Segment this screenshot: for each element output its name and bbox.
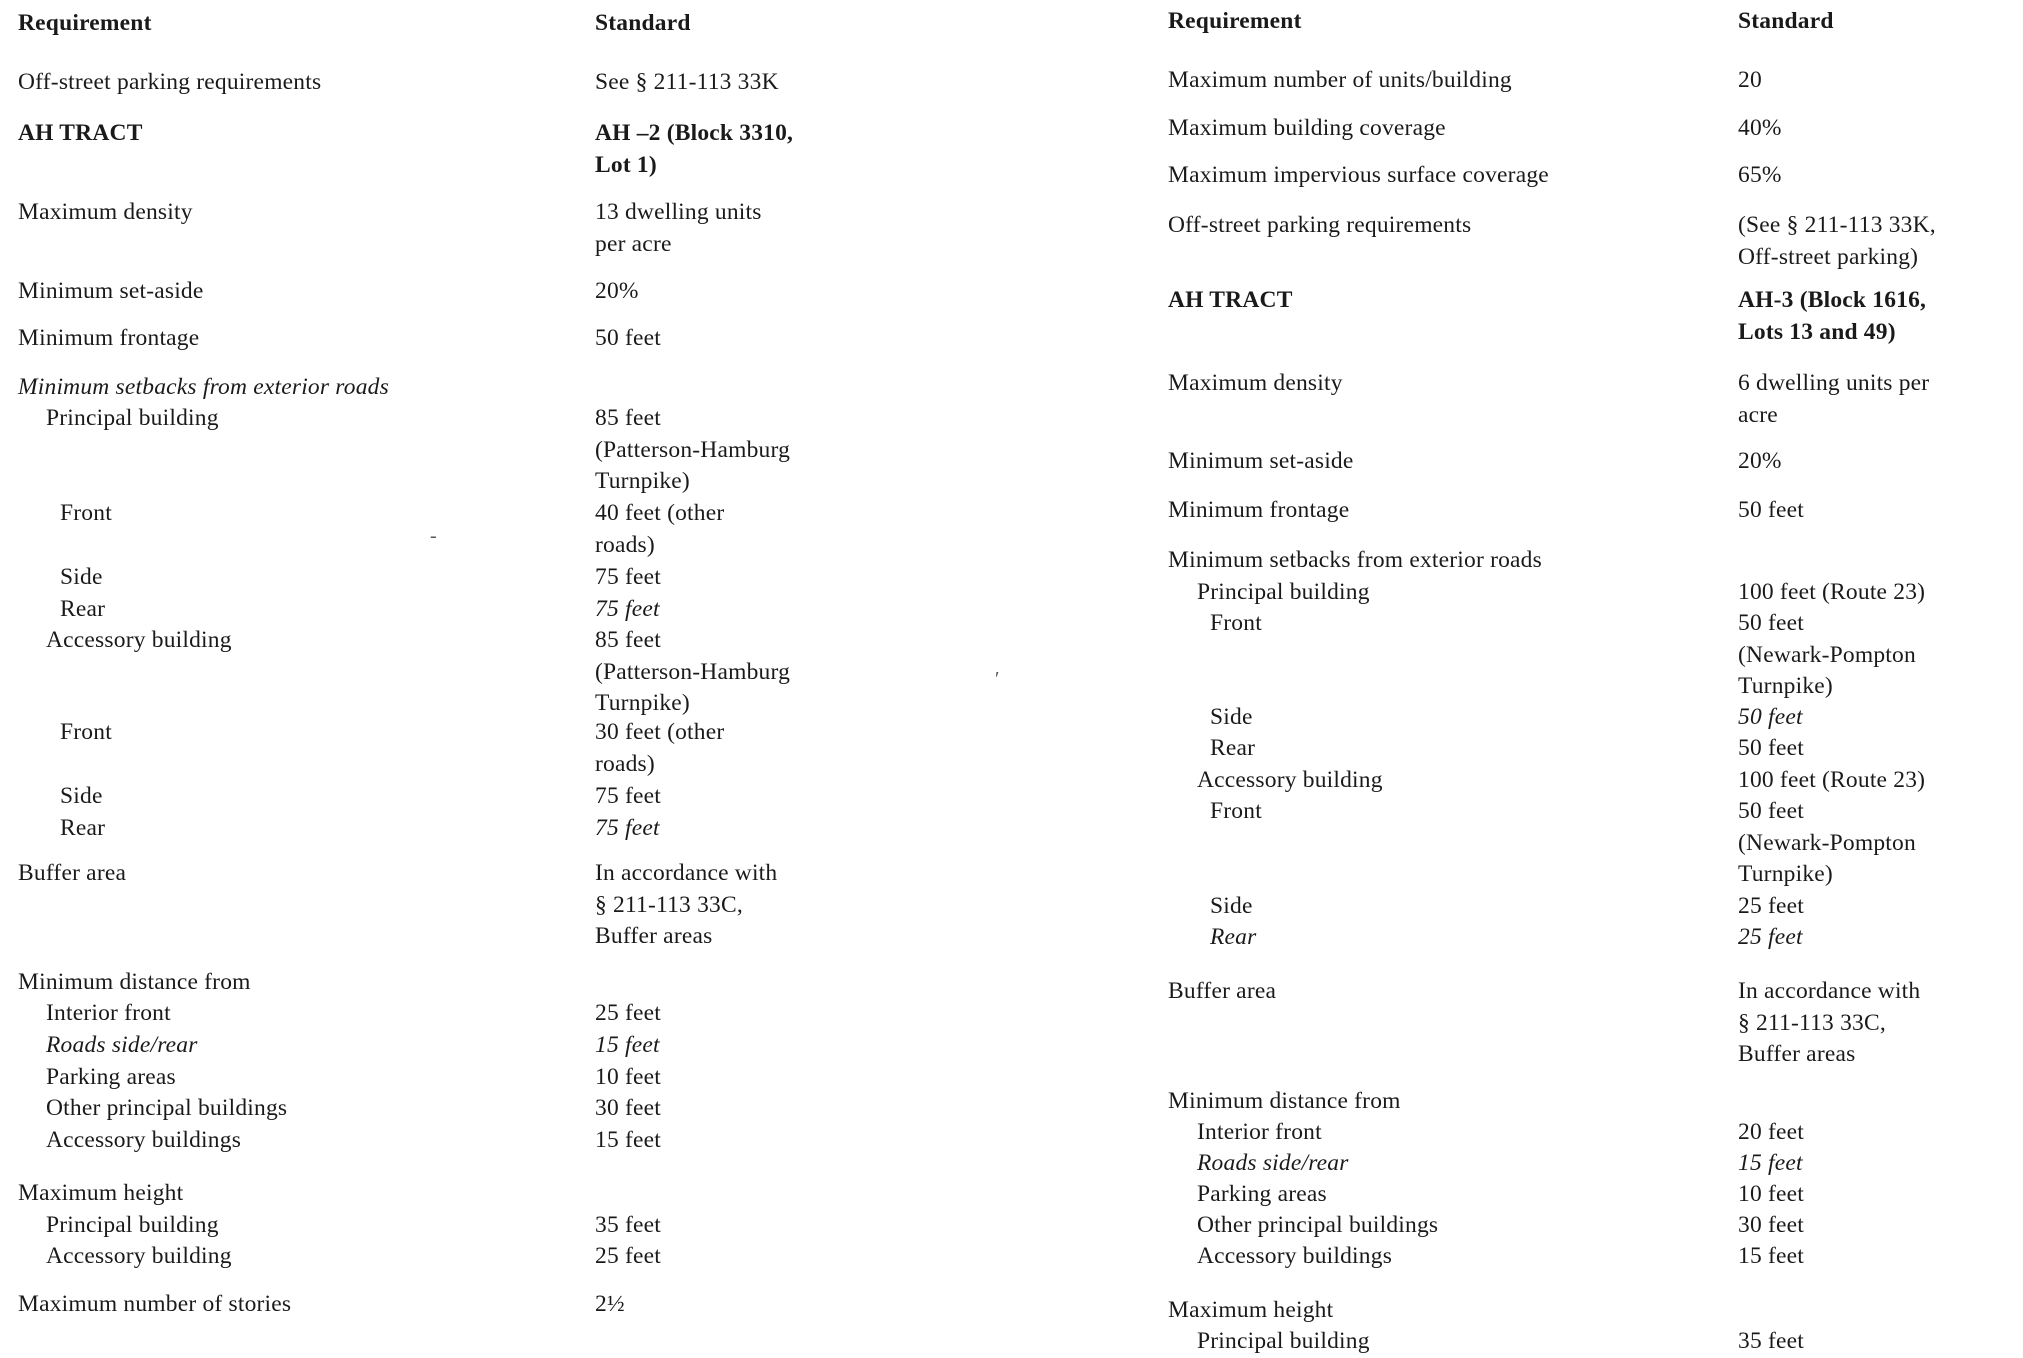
requirement-label: Off-street parking requirements — [1168, 212, 1472, 238]
requirement-label: Roads side/rear — [46, 1032, 198, 1058]
requirement-label: Accessory buildings — [1197, 1243, 1393, 1269]
requirement-label: Maximum density — [1168, 370, 1343, 396]
standard-value: 25 feet — [595, 1243, 661, 1269]
standard-value: See § 211-113 33K — [595, 69, 779, 95]
requirement-label: Roads side/rear — [1197, 1150, 1349, 1176]
requirement-label: Rear — [60, 815, 106, 841]
requirement-label: Side — [1210, 704, 1253, 730]
requirement-label: Maximum impervious surface coverage — [1168, 162, 1549, 188]
standard-value: 15 feet — [595, 1127, 661, 1153]
requirement-label: Minimum setbacks from exterior roads — [18, 374, 389, 400]
standard-value: 20% — [595, 278, 639, 304]
standard-header: Standard — [1738, 8, 1834, 34]
requirement-label: Minimum distance from — [1168, 1088, 1401, 1114]
standard-value: (See § 211-113 33K, Off-street parking) — [1738, 212, 1936, 270]
requirement-label: Other principal buildings — [1197, 1212, 1439, 1238]
standard-value: 10 feet — [595, 1064, 661, 1090]
requirement-label: Rear — [1210, 924, 1257, 950]
standard-value: 40% — [1738, 115, 1782, 141]
standard-value: 50 feet — [595, 325, 661, 351]
requirement-label: Front — [1210, 610, 1262, 636]
standard-value: 50 feet — [1738, 735, 1804, 761]
requirement-label: Buffer area — [1168, 978, 1277, 1004]
requirement-label: Side — [60, 564, 103, 590]
requirement-label: Minimum set-aside — [1168, 448, 1354, 474]
requirement-label: Minimum set-aside — [18, 278, 204, 304]
standard-value: 20 — [1738, 67, 1762, 93]
requirement-label: Maximum height — [18, 1180, 184, 1206]
standard-value: In accordance with § 211-113 33C, Buffer areas — [595, 860, 778, 949]
requirement-header: Requirement — [1168, 8, 1302, 34]
requirement-label: Front — [1210, 798, 1262, 824]
requirement-label: Rear — [60, 596, 106, 622]
standard-value: 50 feet — [1738, 497, 1804, 523]
standard-value: 25 feet — [1738, 924, 1803, 950]
standard-value: 100 feet (Route 23) — [1738, 767, 1926, 793]
stray-dash: - — [430, 525, 437, 547]
requirement-label: Minimum frontage — [18, 325, 200, 351]
standard-value: 10 feet — [1738, 1181, 1804, 1207]
standard-value: 85 feet (Patterson-Hamburg Turnpike) — [595, 627, 791, 716]
requirement-label: Accessory building — [46, 627, 232, 653]
standard-value: 50 feet — [1738, 704, 1803, 730]
standard-value: 40 feet (other roads) — [595, 500, 725, 558]
requirement-label: Principal building — [46, 1212, 219, 1238]
requirement-label: Front — [60, 719, 112, 745]
requirement-label: Maximum density — [18, 199, 193, 225]
standard-value: 20% — [1738, 448, 1782, 474]
standard-value: 30 feet — [595, 1095, 661, 1121]
standard-value: 13 dwelling units per acre — [595, 199, 762, 257]
standard-value: 20 feet — [1738, 1119, 1804, 1145]
standard-value: 30 feet — [1738, 1212, 1804, 1238]
requirement-label: Rear — [1210, 735, 1256, 761]
standard-value: 75 feet — [595, 596, 660, 622]
requirement-label: Principal building — [1197, 1328, 1370, 1354]
standard-value: 25 feet — [1738, 893, 1804, 919]
requirement-label: Other principal buildings — [46, 1095, 288, 1121]
requirement-label: Interior front — [46, 1000, 171, 1026]
standard-value: 50 feet (Newark-Pompton Turnpike) — [1738, 798, 1916, 887]
standard-value: 100 feet (Route 23) — [1738, 579, 1926, 605]
standard-value: 85 feet (Patterson-Hamburg Turnpike) — [595, 405, 791, 494]
standard-value: 15 feet — [595, 1032, 660, 1058]
standard-value: In accordance with § 211-113 33C, Buffer areas — [1738, 978, 1921, 1067]
requirement-label: Maximum number of stories — [18, 1291, 292, 1317]
requirement-label: Maximum height — [1168, 1297, 1334, 1323]
requirement-label: Minimum distance from — [18, 969, 251, 995]
standard-value: 75 feet — [595, 564, 661, 590]
standard-header: Standard — [595, 10, 691, 36]
standard-value: 75 feet — [595, 815, 660, 841]
requirement-label: Side — [60, 783, 103, 809]
requirement-label: Principal building — [1197, 579, 1370, 605]
requirement-label: Minimum frontage — [1168, 497, 1350, 523]
standard-value: 65% — [1738, 162, 1782, 188]
requirement-label: Buffer area — [18, 860, 127, 886]
standard-value: 6 dwelling units per acre — [1738, 370, 1930, 428]
requirement-label: Off-street parking requirements — [18, 69, 322, 95]
requirement-label: Side — [1210, 893, 1253, 919]
requirement-label: Maximum number of units/building — [1168, 67, 1512, 93]
standard-value: 25 feet — [595, 1000, 661, 1026]
standard-value: 35 feet — [1738, 1328, 1804, 1354]
requirement-label: Parking areas — [46, 1064, 176, 1090]
standard-value: 75 feet — [595, 783, 661, 809]
requirement-label: AH TRACT — [18, 120, 143, 146]
left-column — [0, 0, 1010, 1357]
requirement-label: Minimum setbacks from exterior roads — [1168, 547, 1542, 573]
standard-value: 15 feet — [1738, 1150, 1803, 1176]
right-column — [1160, 0, 2020, 1357]
standard-value: 15 feet — [1738, 1243, 1804, 1269]
standard-value: 50 feet (Newark-Pompton Turnpike) — [1738, 610, 1916, 699]
requirement-label: Front — [60, 500, 112, 526]
requirement-label: AH TRACT — [1168, 287, 1293, 313]
stray-mark: ′ — [995, 668, 1000, 690]
standard-value: AH –2 (Block 3310, Lot 1) — [595, 120, 794, 178]
requirement-label: Interior front — [1197, 1119, 1322, 1145]
requirement-label: Maximum building coverage — [1168, 115, 1446, 141]
standard-value: 35 feet — [595, 1212, 661, 1238]
requirement-label: Principal building — [46, 405, 219, 431]
requirement-label: Accessory building — [46, 1243, 232, 1269]
standard-value: 30 feet (other roads) — [595, 719, 725, 777]
standard-value: 2½ — [595, 1291, 625, 1317]
requirement-label: Accessory buildings — [46, 1127, 242, 1153]
requirement-header: Requirement — [18, 10, 152, 36]
requirement-label: Accessory building — [1197, 767, 1383, 793]
standard-value: AH-3 (Block 1616, Lots 13 and 49) — [1738, 287, 1927, 345]
requirement-label: Parking areas — [1197, 1181, 1327, 1207]
